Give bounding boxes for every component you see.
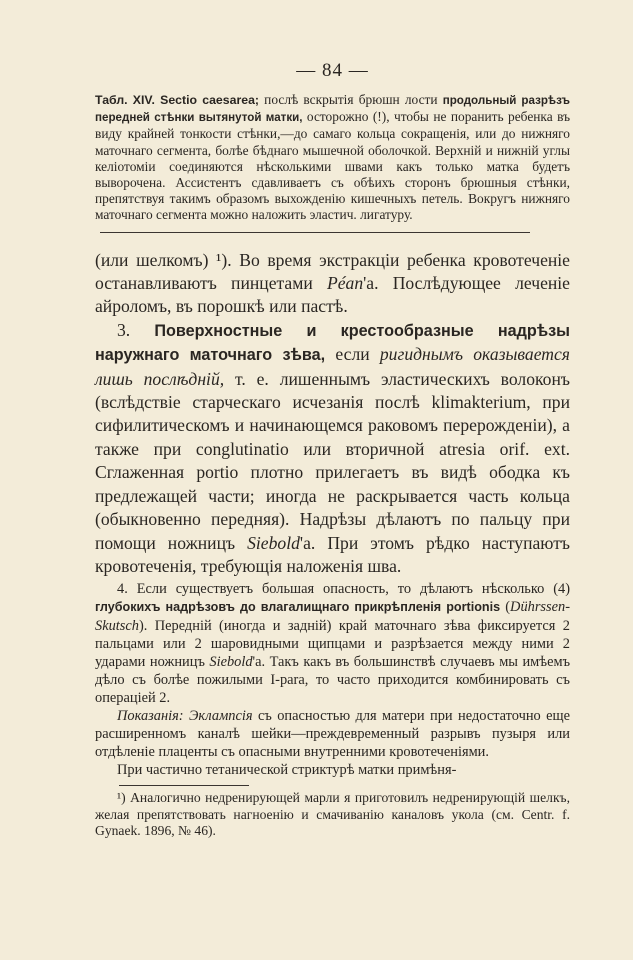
page-number: — 84 — [296,60,369,81]
p2-italic-2: Siebold [247,532,300,553]
caption-text-1: послѣ вскрытія брюшн лости [259,92,443,107]
paragraph-5: При частично тетанической стриктурѣ матки примѣня- [117,762,457,779]
p2-text-b: т. е. лишеннымъ эластическихъ волоконъ (вслѣдствіе старческаго исчезанія послѣ klimakterium, при сифилитическомъ и начинающемся раковомъ перерожденіи), а также при conglutinatio или вторичной atresia orif. ext. Сглаженная portio плотно прилегаетъ въ видѣ ободка къ предлежащей части; иногда не раскрывается часть кольца (обыкновенно передняя). Надрѣзы дѣлаютъ по пальцу при помощи ножницъ [95,368,570,553]
paragraph-1 [95,249,570,319]
footnote-divider [119,785,249,786]
caption-lead: Табл. XIV. Sectio caesarea; [95,93,260,107]
p3-text-d: 'а. Такъ какъ въ большинствѣ случаевъ мы имѣемъ дѣло съ болѣе пожилыми I-para, то часто приходится комбинировать съ операціей 2. [95,653,571,706]
p2-number: 3. [117,319,155,340]
paragraph-3 [95,580,570,707]
p2-text-c: 'а. При этомъ рѣдко наступаютъ кровотеченія, требующія наложенія шва. [95,532,570,576]
main-text [95,249,570,579]
p2-text-a: если [325,344,380,365]
p1-text-b: 'а. Послѣдующее леченіе айроломъ, въ порошкѣ или пастѣ. [95,273,570,317]
p2-bold: Поверхностные и крестообразные надрѣзы наружнаго маточнаго зѣва, [95,321,571,365]
small-text [95,580,570,779]
p3-text-a: 4. Если существуетъ большая опасность, то дѣлаютъ нѣсколько (4) [117,581,570,598]
caption-bold: продольный разрѣзъ передней стѣнки вытянутой матки, [95,94,570,125]
plate-caption [95,92,570,224]
p3-italic-2: Siebold [209,653,253,670]
paragraph-4 [95,707,570,761]
p1-italic: Péan [326,273,364,294]
p1-text-a: (или шелкомъ) ¹). Во время экстракціи ребенка кровотеченіе останавливаютъ пинцетами [95,249,570,294]
p2-italic: ригиднымъ оказывается лишь послѣдній, [95,344,570,389]
page [95,60,570,840]
p3-bold: глубокихъ надрѣзовъ до влагалищнаго прикрѣпленія portionis [95,600,501,615]
p3-text-b: ( [500,599,511,616]
footnote: ¹) Аналогично недренирующей марли я приготовилъ недренирующій шелкъ, желая препятствовать нагноенію и смачиванію каналовъ укола (см. Centr. f. Gynaek. 1896, № 46). [95,790,570,839]
caption-text-2: осторожно (!), чтобы не поранить ребенка въ виду крайней тонкости стѣнки,—до самаго кольца сокращенія, или до нижняго маточнаго сегмента, болѣе бѣднаго мышечной оболочкой. Верхній и нижній углы келіотоміи соединяются нѣсколькими швами какъ только матка будетъ выворочена. Ассистентъ сдавливаетъ съ обѣихъ сторонъ брюшныя стѣнки, препятствуя такимъ образомъ выхожденію кишечныхъ петель. Вокругъ нижняго маточнаго сегмента можно наложить эластич. лигатуру. [95,109,571,223]
paragraph-2 [95,319,570,578]
p3-text-c: ). Передній (иногда и задній) край маточнаго зѣва фиксируется 2 пальцами или 2 шаровидными щипцами и разрѣзается между ними 2 ударами ножницъ [95,617,570,670]
caption-divider [100,232,530,233]
p4-text-a: съ опасностью для матери при недостаточно еще расширенномъ каналѣ шейки—преждевременный разрывъ пузыря или отдѣленіе плаценты съ опасными внутренними кровотеченіями. [95,707,571,761]
p3-italic: Dührssen-Skutsch [95,599,571,634]
p4-italic: Показанія: Эклампсія [117,707,253,724]
